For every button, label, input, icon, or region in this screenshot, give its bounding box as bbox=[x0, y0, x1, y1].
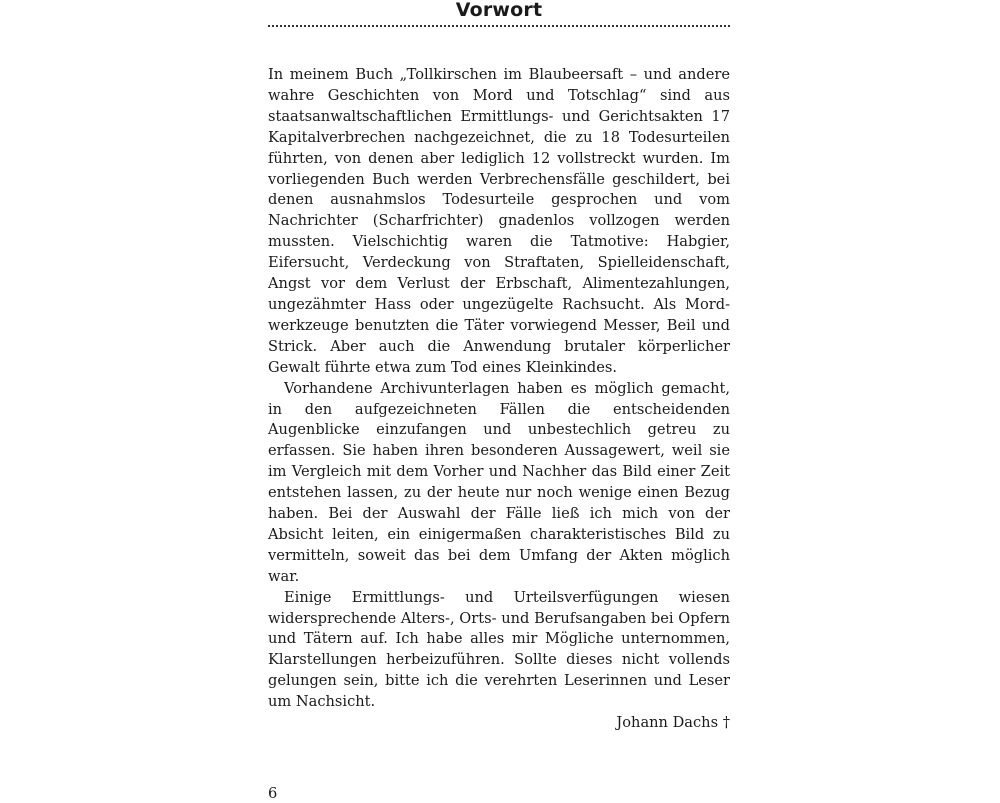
paragraph-2: Vorhandene Archivunterlagen haben es möglich gemacht, in den aufgezeichneten Fällen die entscheidenden Augenblicke einzufangen und unbestechlich getreu zu erfassen. Sie haben ihren besonderen Aussagewert, weil sie im Vergleich mit dem Vorher und Nachher das Bild einer Zeit entstehen lassen, zu der heute nur noch wenige einen Bezug haben. Bei der Auswahl der Fälle ließ ich mich von der Absicht leiten, ein einigermaßen charakteristisches Bild zu vermitteln, soweit das bei dem Umfang der Akten möglich war. bbox=[268, 379, 730, 585]
paragraph-3: Einige Ermittlungs- und Urteilsverfügungen wiesen widersprechende Alters-, Orts- und Berufsangaben bei Opfern und Tätern auf. Ich habe alles mir Mögliche unternommen, Klarstellungen herbeizuführen. Sollte dieses nicht vollends gelungen sein, bitte ich die verehrten Leserinnen und Leser um Nachsicht. bbox=[268, 588, 730, 711]
chapter-title: Vorwort bbox=[455, 0, 543, 21]
header-dotted-rule bbox=[268, 25, 730, 27]
page-number: 6 bbox=[268, 785, 278, 802]
book-page bbox=[268, 0, 730, 800]
author-signature: Johann Dachs † bbox=[616, 714, 730, 732]
foreword-text bbox=[268, 65, 730, 734]
paragraph-1: In meinem Buch „Tollkirschen im Blaubeersaft – und andere wahre Geschichten von Mord und Totschlag“ sind aus staatsanwaltschaftlichen Ermittlungs- und Gerichtsakten 17 Kapitalverbrechen nachgezeichnet, die zu 18 Todesurteilen führten, von denen aber lediglich 12 vollstreckt wurden. Im vorliegenden Buch werden Verbrechensfälle geschildert, bei denen ausnahmslos Todesurteile gesprochen und vom Nachrichter (Scharfrichter) gnadenlos vollzogen werden mussten. Vielschichtig waren die Tatmotive: Habgier, Eifersucht, Verdeckung von Straftaten, Spielleidenschaft, Angst vor dem Verlust der Erbschaft, Alimentezahlungen, ungezähmter Hass oder ungezügelte Rachsucht. Als Mordwerkzeuge benutzten die Täter vorwiegend Messer, Beil und Strick. Aber auch die Anwendung brutaler körperlicher Gewalt führte etwa zum Tod eines Kleinkindes. bbox=[268, 66, 730, 376]
